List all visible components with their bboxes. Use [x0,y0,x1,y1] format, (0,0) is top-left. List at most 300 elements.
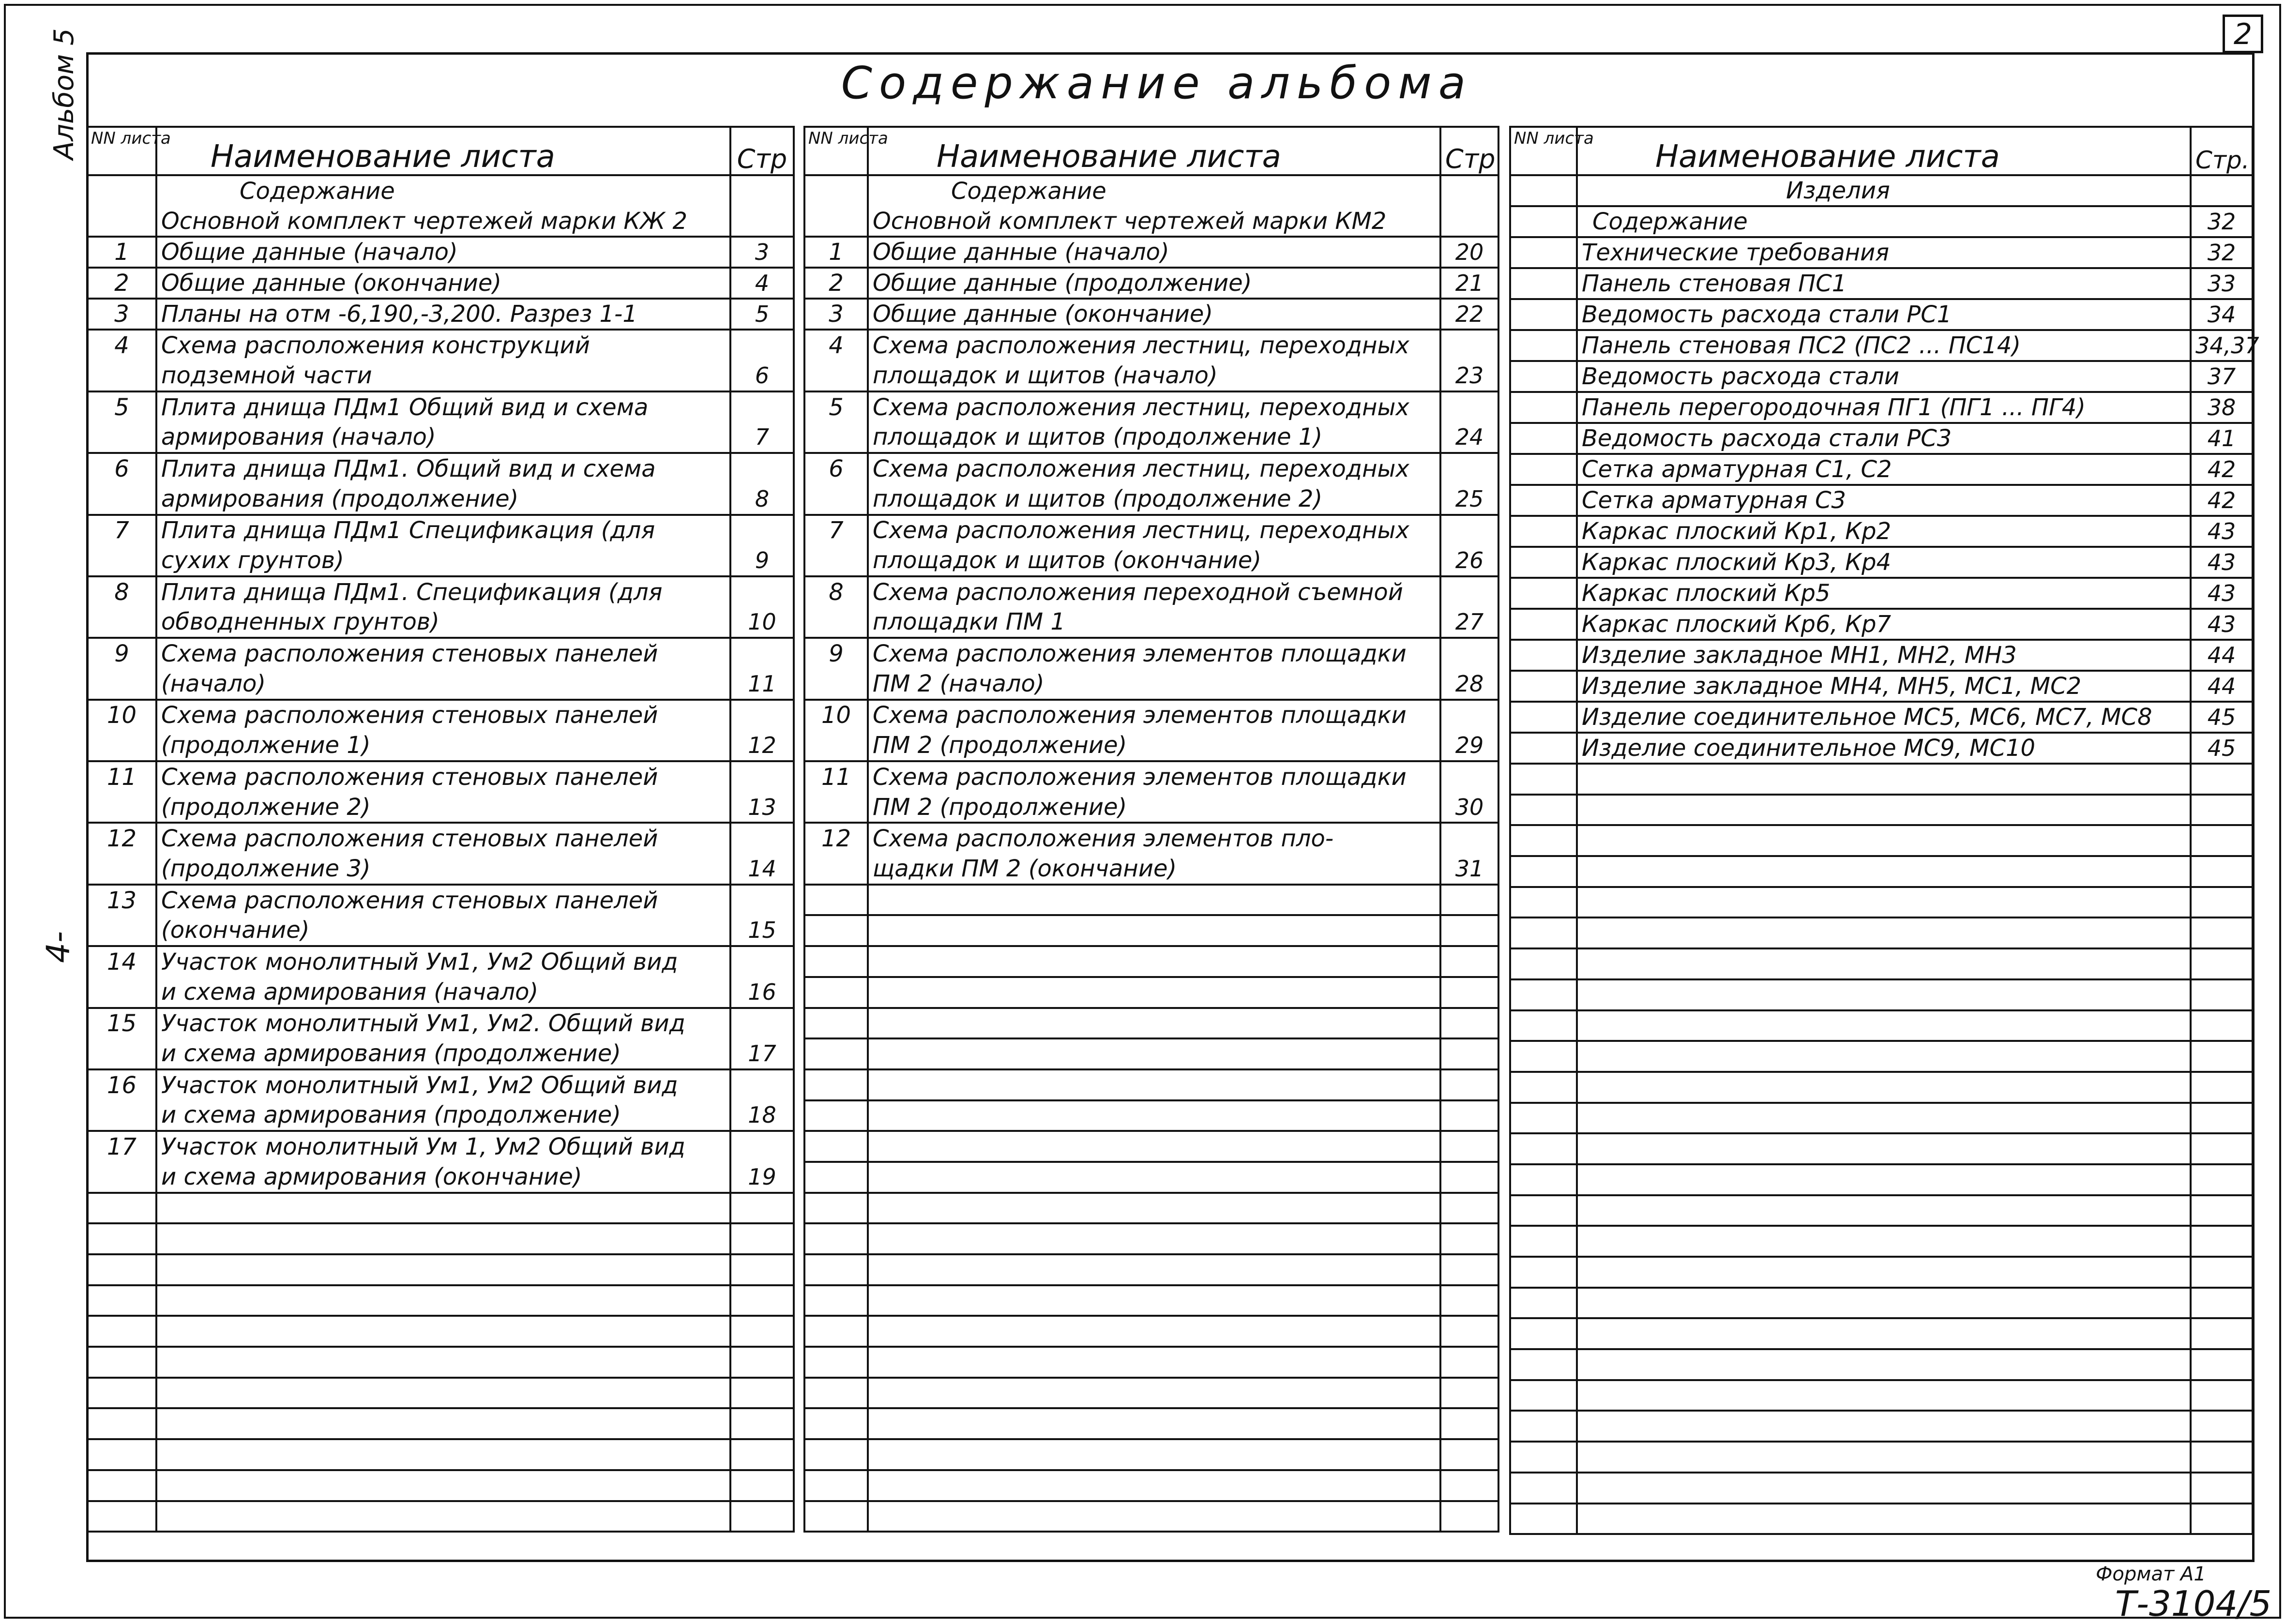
empty-cell [1577,887,2191,918]
sheet-number: 9 [804,638,868,669]
empty-cell [87,607,156,638]
empty-cell [1577,856,2191,887]
sheet-name: Каркас плоский Кр3, Кр4 [1577,547,2191,578]
empty-cell [804,1378,868,1409]
sheet-page: 3 [730,237,794,268]
table-row [1510,206,2253,237]
sheet-number [1510,516,1577,547]
empty-cell [1510,1195,1577,1226]
empty-row [804,1347,1498,1378]
empty-row [87,1285,794,1316]
sheet-page [1440,823,1498,854]
subsection-row [804,206,1498,237]
sheet-page [730,638,794,669]
sheet-name-continued: (продолжение 2) [156,792,730,823]
empty-cell [1577,917,2191,948]
sheet-page: 7 [730,422,794,453]
sheet-number [1510,206,1577,237]
empty-cell [730,1223,794,1254]
empty-cell [1510,1380,1577,1411]
table-row-continued [87,915,794,946]
empty-cell [1440,175,1498,206]
empty-cell [1510,979,1577,1010]
sheet-number [1510,268,1577,299]
empty-cell [1510,1010,1577,1041]
empty-cell [1510,1133,1577,1164]
sheet-number: 16 [87,1069,156,1100]
sheet-number [1510,237,1577,268]
empty-cell [2191,979,2253,1010]
sheet-page: 45 [2191,733,2253,764]
sheet-name: Плита днища ПДм1 Спецификация (для [156,515,730,546]
sheet-page: 28 [1440,669,1498,700]
empty-row [804,885,1498,916]
empty-cell [868,1378,1440,1409]
empty-cell [804,885,868,916]
empty-cell [1510,1504,1577,1534]
header-name: Наименование листа [868,127,1440,175]
empty-row [1510,1257,2253,1288]
table-row [1510,547,2253,578]
empty-cell [1510,795,1577,826]
empty-cell [87,1193,156,1224]
section-title: Содержание [156,175,730,206]
sheet-name: Панель стеновая ПС2 (ПС2 ... ПС14) [1577,330,2191,361]
empty-cell [804,484,868,515]
empty-cell [2191,1349,2253,1380]
table-row [804,515,1498,546]
empty-row [804,1193,1498,1224]
empty-row [1510,1010,2253,1041]
sheet-number: 8 [87,576,156,607]
sheet-name: Общие данные (окончание) [156,268,730,299]
empty-cell [156,1193,730,1224]
table-row [1510,516,2253,547]
empty-cell [804,422,868,453]
sheet-name: Панель стеновая ПС1 [1577,268,2191,299]
empty-cell [730,1378,794,1409]
table-row-continued [87,607,794,638]
sheet-page: 11 [730,669,794,700]
sheet-page: 34 [2191,299,2253,330]
table-row [1510,640,2253,671]
empty-cell [156,1378,730,1409]
sheet-name: Плита днища ПДм1. Общий вид и схема [156,453,730,484]
sheet-page: 37 [2191,361,2253,392]
table-row [87,946,794,977]
sheet-number: 2 [87,268,156,299]
empty-cell [730,1285,794,1316]
header-nn: NN листа [1510,127,1577,175]
table-row [87,330,794,361]
sheet-name: Схема расположения лестниц, переходных [868,330,1440,361]
empty-cell [2191,1010,2253,1041]
empty-row [1510,1504,2253,1534]
empty-cell [1577,1010,2191,1041]
sheet-name: Общие данные (начало) [156,237,730,268]
empty-cell [804,792,868,823]
empty-cell [804,361,868,391]
table-row-continued [804,730,1498,761]
empty-cell [1440,1408,1498,1439]
empty-cell [1510,856,1577,887]
empty-cell [868,1223,1440,1254]
empty-cell [156,1347,730,1378]
table-row [1510,392,2253,423]
subsection-row [87,206,794,237]
sheet-page: 25 [1440,484,1498,515]
empty-cell [2191,887,2253,918]
empty-cell [868,1254,1440,1285]
empty-cell [804,1131,868,1162]
empty-cell [2191,1473,2253,1504]
empty-cell [868,946,1440,977]
document-code: Т-3104/5 [2115,1583,2272,1624]
empty-cell [1440,206,1498,237]
empty-cell [730,175,794,206]
empty-cell [87,977,156,1008]
header-nn: NN листа [804,127,868,175]
empty-cell [1510,825,1577,856]
page-title: Содержание альбома [841,57,1473,109]
empty-row [804,1008,1498,1039]
table-row-continued [804,484,1498,515]
sheet-name: Схема расположения конструкций [156,330,730,361]
sheet-page: 10 [730,607,794,638]
sheet-number: 4 [87,330,156,361]
sheet-page: 15 [730,915,794,946]
sheet-page: 12 [730,730,794,761]
sheet-page [730,1131,794,1162]
sheet-name: Схема расположения элементов пло- [868,823,1440,854]
empty-cell [1577,1442,2191,1473]
table-row [1510,702,2253,733]
empty-cell [730,1408,794,1439]
empty-cell [1577,1133,2191,1164]
sheet-name: Содержание [1577,206,2191,237]
empty-cell [730,1193,794,1224]
empty-cell [1510,1473,1577,1504]
table-row [1510,423,2253,454]
empty-cell [1577,1473,2191,1504]
empty-row [1510,1133,2253,1164]
empty-row [804,1100,1498,1131]
sheet-number: 11 [87,761,156,792]
sheet-page: 16 [730,977,794,1008]
empty-row [1510,1164,2253,1195]
empty-row [804,1162,1498,1193]
empty-row [804,1069,1498,1100]
empty-row [804,977,1498,1008]
empty-cell [1440,1470,1498,1501]
table-row [804,453,1498,484]
empty-row [1510,917,2253,948]
sheet-page [730,885,794,916]
sheet-number: 17 [87,1131,156,1162]
empty-cell [1577,1041,2191,1072]
sheet-name-continued: щадки ПМ 2 (окончание) [868,854,1440,885]
empty-cell [1440,1162,1498,1193]
empty-cell [1510,948,1577,979]
empty-row [1510,1380,2253,1411]
section-row [804,175,1498,206]
sheet-name: Участок монолитный Ум1, Ум2. Общий вид [156,1008,730,1039]
sheet-page: 41 [2191,423,2253,454]
sheet-page: 24 [1440,422,1498,453]
sheet-page: 23 [1440,361,1498,391]
sheet-name: Схема расположения элементов площадки [868,700,1440,731]
sheet-page: 22 [1440,299,1498,330]
sheet-number [1510,547,1577,578]
empty-cell [87,1100,156,1131]
empty-cell [1440,1439,1498,1470]
sheet-page [1440,576,1498,607]
empty-cell [1510,1072,1577,1103]
sheet-page [730,1008,794,1039]
table-row [87,268,794,299]
sheet-name-continued: армирования (продолжение) [156,484,730,515]
empty-row [1510,1288,2253,1319]
table-row [804,576,1498,607]
empty-cell [1440,1069,1498,1100]
empty-cell [730,206,794,237]
empty-cell [2191,1380,2253,1411]
empty-row [1510,1349,2253,1380]
sheet-page: 42 [2191,485,2253,516]
empty-cell [804,946,868,977]
sheet-name: Каркас плоский Кр6, Кр7 [1577,609,2191,640]
sheet-page [730,453,794,484]
empty-cell [868,1501,1440,1532]
empty-row [87,1470,794,1501]
empty-cell [1577,1072,2191,1103]
empty-cell [2191,1195,2253,1226]
table-row [87,1131,794,1162]
table-row [804,299,1498,330]
sheet-number [1510,454,1577,485]
empty-cell [1510,1349,1577,1380]
section-row [1510,175,2253,206]
empty-cell [2191,825,2253,856]
header-nn: NN листа [87,127,156,175]
sheet-name: Панель перегородочная ПГ1 (ПГ1 ... ПГ4) [1577,392,2191,423]
sheet-name: Ведомость расхода стали РС1 [1577,299,2191,330]
sheet-number [1510,640,1577,671]
sheet-name: Участок монолитный Ум 1, Ум2 Общий вид [156,1131,730,1162]
sheet-page: 26 [1440,545,1498,576]
table-row-continued [87,730,794,761]
empty-cell [2191,764,2253,795]
empty-cell [1510,1257,1577,1288]
table-row [804,823,1498,854]
empty-cell [868,1347,1440,1378]
empty-row [1510,825,2253,856]
sheet-number: 10 [87,700,156,731]
contents-table-1 [86,126,795,1533]
sheet-name: Изделие соединительное МС5, МС6, МС7, МС8 [1577,702,2191,733]
sheet-number: 6 [87,453,156,484]
empty-cell [1577,1103,2191,1134]
empty-cell [1577,825,2191,856]
empty-row [1510,1442,2253,1473]
sheet-page: 21 [1440,268,1498,299]
sheet-number [1510,671,1577,702]
sheet-page: 43 [2191,547,2253,578]
sheet-page: 32 [2191,206,2253,237]
empty-cell [87,422,156,453]
sheet-page [1440,700,1498,731]
empty-row [1510,979,2253,1010]
empty-cell [87,1501,156,1532]
empty-cell [730,1347,794,1378]
empty-cell [804,1285,868,1316]
empty-cell [804,1162,868,1193]
empty-row [804,1470,1498,1501]
table-row [1510,733,2253,764]
section-row [87,175,794,206]
sheet-number: 2 [804,268,868,299]
empty-cell [2191,856,2253,887]
empty-cell [87,854,156,885]
empty-cell [868,1069,1440,1100]
empty-cell [87,1162,156,1193]
empty-row [1510,1411,2253,1442]
table-row-continued [87,484,794,515]
sheet-name-continued: и схема армирования (продолжение) [156,1100,730,1131]
empty-cell [1577,1288,2191,1319]
table-row [87,1069,794,1100]
empty-cell [1510,1288,1577,1319]
empty-cell [1577,764,2191,795]
empty-cell [2191,1504,2253,1534]
sheet-number: 1 [87,237,156,268]
sheet-name: Схема расположения стеновых панелей [156,885,730,916]
sheet-number [1510,361,1577,392]
empty-row [87,1223,794,1254]
empty-cell [868,1193,1440,1224]
empty-row [804,1038,1498,1069]
sheet-page [730,700,794,731]
contents-table-3 [1509,126,2259,1535]
empty-cell [868,885,1440,916]
sheet-name: Плита днища ПДм1. Спецификация (для [156,576,730,607]
empty-cell [156,1223,730,1254]
empty-cell [2191,1226,2253,1257]
sheet-number [1510,578,1577,609]
empty-cell [804,977,868,1008]
contents-table-2 [803,126,1499,1533]
sheet-name: Плита днища ПДм1 Общий вид и схема [156,391,730,422]
empty-cell [87,1408,156,1439]
empty-row [87,1501,794,1532]
sheet-page: 13 [730,792,794,823]
empty-cell [1440,885,1498,916]
table-row [804,700,1498,731]
empty-cell [804,1193,868,1224]
table-row-continued [87,792,794,823]
table-row [87,237,794,268]
empty-cell [87,361,156,391]
sheet-name-continued: и схема армирования (продолжение) [156,1038,730,1069]
empty-cell [1510,1226,1577,1257]
table-row [1510,268,2253,299]
empty-cell [1510,175,1577,206]
empty-cell [1440,1038,1498,1069]
empty-cell [2191,1318,2253,1349]
sheet-name: Ведомость расхода стали РС3 [1577,423,2191,454]
empty-cell [156,1439,730,1470]
sheet-name-continued: и схема армирования (начало) [156,977,730,1008]
empty-row [87,1439,794,1470]
empty-cell [156,1501,730,1532]
empty-row [804,1316,1498,1347]
empty-row [804,1254,1498,1285]
table-row [804,268,1498,299]
empty-cell [1440,1193,1498,1224]
sheet-name-continued: площадок и щитов (окончание) [868,545,1440,576]
sheet-number [1510,423,1577,454]
empty-row [804,915,1498,946]
page-number: 2 [2223,15,2263,53]
empty-cell [868,977,1440,1008]
empty-cell [1440,1223,1498,1254]
empty-cell [868,1162,1440,1193]
sheet-page [1440,638,1498,669]
table-row [87,576,794,607]
empty-row [804,1378,1498,1409]
sheet-name-continued: (продолжение 3) [156,854,730,885]
sheet-number: 3 [804,299,868,330]
sheet-number: 12 [87,823,156,854]
sheet-number: 7 [87,515,156,546]
table-row-continued [804,607,1498,638]
empty-cell [1440,1378,1498,1409]
sheet-page: 44 [2191,640,2253,671]
empty-cell [1510,1041,1577,1072]
empty-cell [1577,1226,2191,1257]
empty-row [1510,1195,2253,1226]
table-row-continued [87,422,794,453]
empty-cell [804,1038,868,1069]
table-row-continued [87,854,794,885]
header-page: Стр. [2191,127,2253,175]
sheet-name: Сетка арматурная С3 [1577,485,2191,516]
table-row [87,823,794,854]
table-row [1510,609,2253,640]
sheet-page [730,823,794,854]
empty-cell [1577,795,2191,826]
empty-cell [2191,1133,2253,1164]
subsection-title: Основной комплект чертежей марки КМ2 [868,206,1440,237]
sheet-name: Каркас плоский Кр5 [1577,578,2191,609]
table-row-continued [804,854,1498,885]
sheet-number: 12 [804,823,868,854]
sheet-name: Сетка арматурная С1, С2 [1577,454,2191,485]
table-row [87,700,794,731]
empty-row [87,1347,794,1378]
empty-cell [1577,979,2191,1010]
empty-cell [1577,1164,2191,1195]
empty-cell [1510,917,1577,948]
sheet-name: Общие данные (окончание) [868,299,1440,330]
sheet-name: Участок монолитный Ум1, Ум2 Общий вид [156,946,730,977]
sheet-page [730,576,794,607]
empty-cell [87,792,156,823]
empty-cell [868,1316,1440,1347]
empty-cell [804,545,868,576]
sheet-name-continued: ПМ 2 (продолжение) [868,792,1440,823]
empty-cell [804,206,868,237]
